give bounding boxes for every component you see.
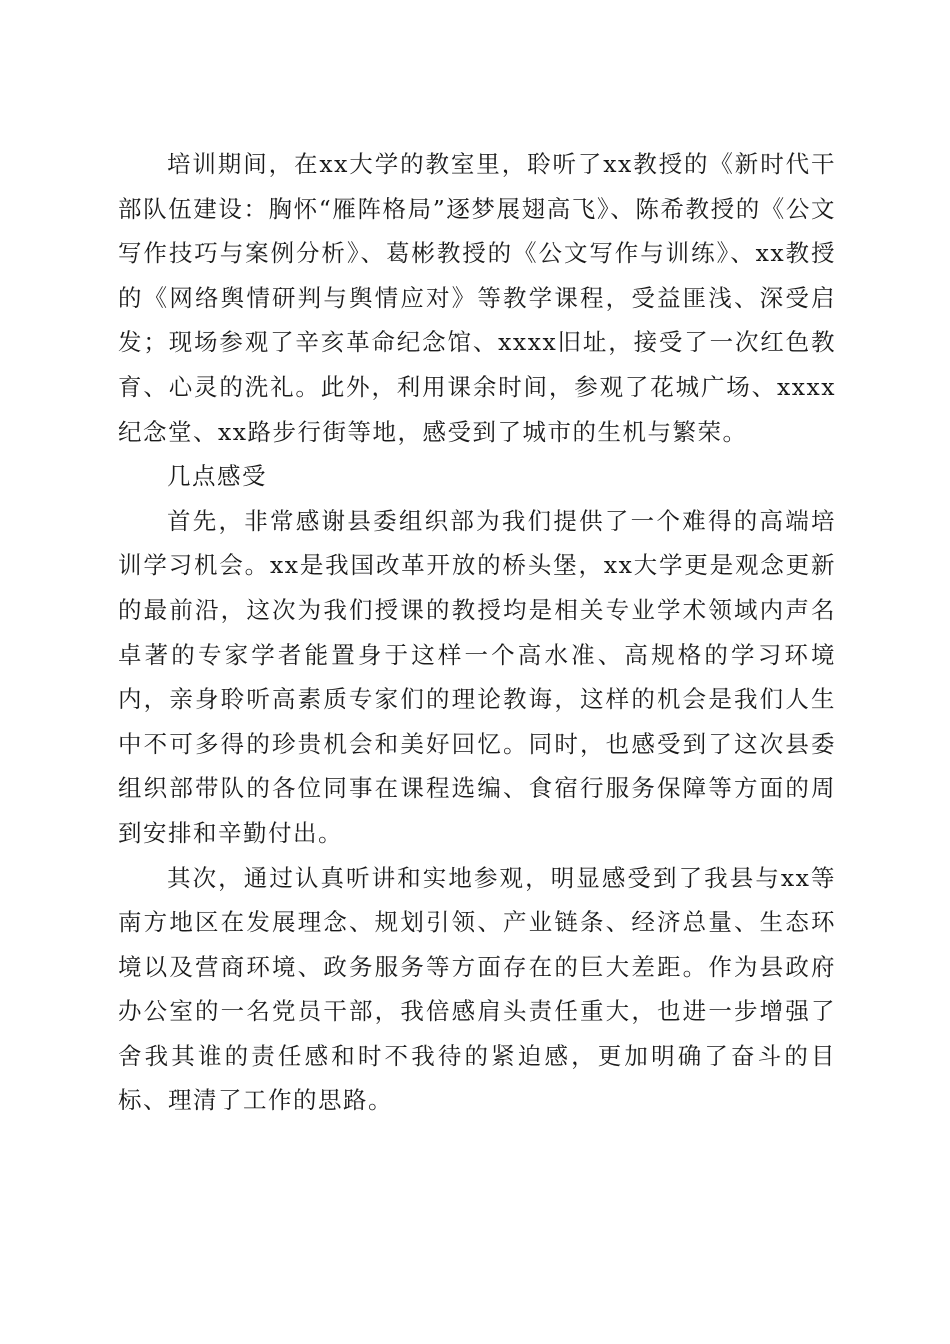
paragraph-training-period: 培训期间，在xx大学的教室里，聆听了xx教授的《新时代干部队伍建设：胸怀“雁阵格局”逐梦展翅高飞》、陈希教授的《公文写作技巧与案例分析》、葛彬教授的《公文写作与训练》、xx教授的《网络舆情研判与舆情应对》等教学课程，受益匪浅、深受启发；现场参观了辛亥革命纪念馆、xxxx旧址，接受了一次红色教育、心灵的洗礼。此外，利用课余时间，参观了花城广场、xxxx纪念堂、xx路步行街等地，感受到了城市的生机与繁荣。 — [118, 150, 836, 446]
section-heading-impressions: 几点感受 — [167, 462, 267, 491]
document-body — [118, 142, 836, 1123]
paragraph-first-impression: 首先，非常感谢县委组织部为我们提供了一个难得的高端培训学习机会。xx是我国改革开放的桥头堡，xx大学更是观念更新的最前沿，这次为我们授课的教授均是相关专业学术领域内声名卓著的专家学者能置身于这样一个高水准、高规格的学习环境内，亲身聆听高素质专家们的理论教诲，这样的机会是我们人生中不可多得的珍贵机会和美好回忆。同时，也感受到了这次县委组织部带队的各位同事在课程选编、食宿行服务保障等方面的周到安排和辛勤付出。 — [118, 506, 836, 847]
paragraph-second-impression: 其次，通过认真听讲和实地参观，明显感受到了我县与xx等南方地区在发展理念、规划引领、产业链条、经济总量、生态环境以及营商环境、政务服务等方面存在的巨大差距。作为县政府办公室的一名党员干部，我倍感肩头责任重大，也进一步增强了舍我其谁的责任感和时不我待的紧迫感，更加明确了奋斗的目标、理清了工作的思路。 — [118, 863, 836, 1115]
